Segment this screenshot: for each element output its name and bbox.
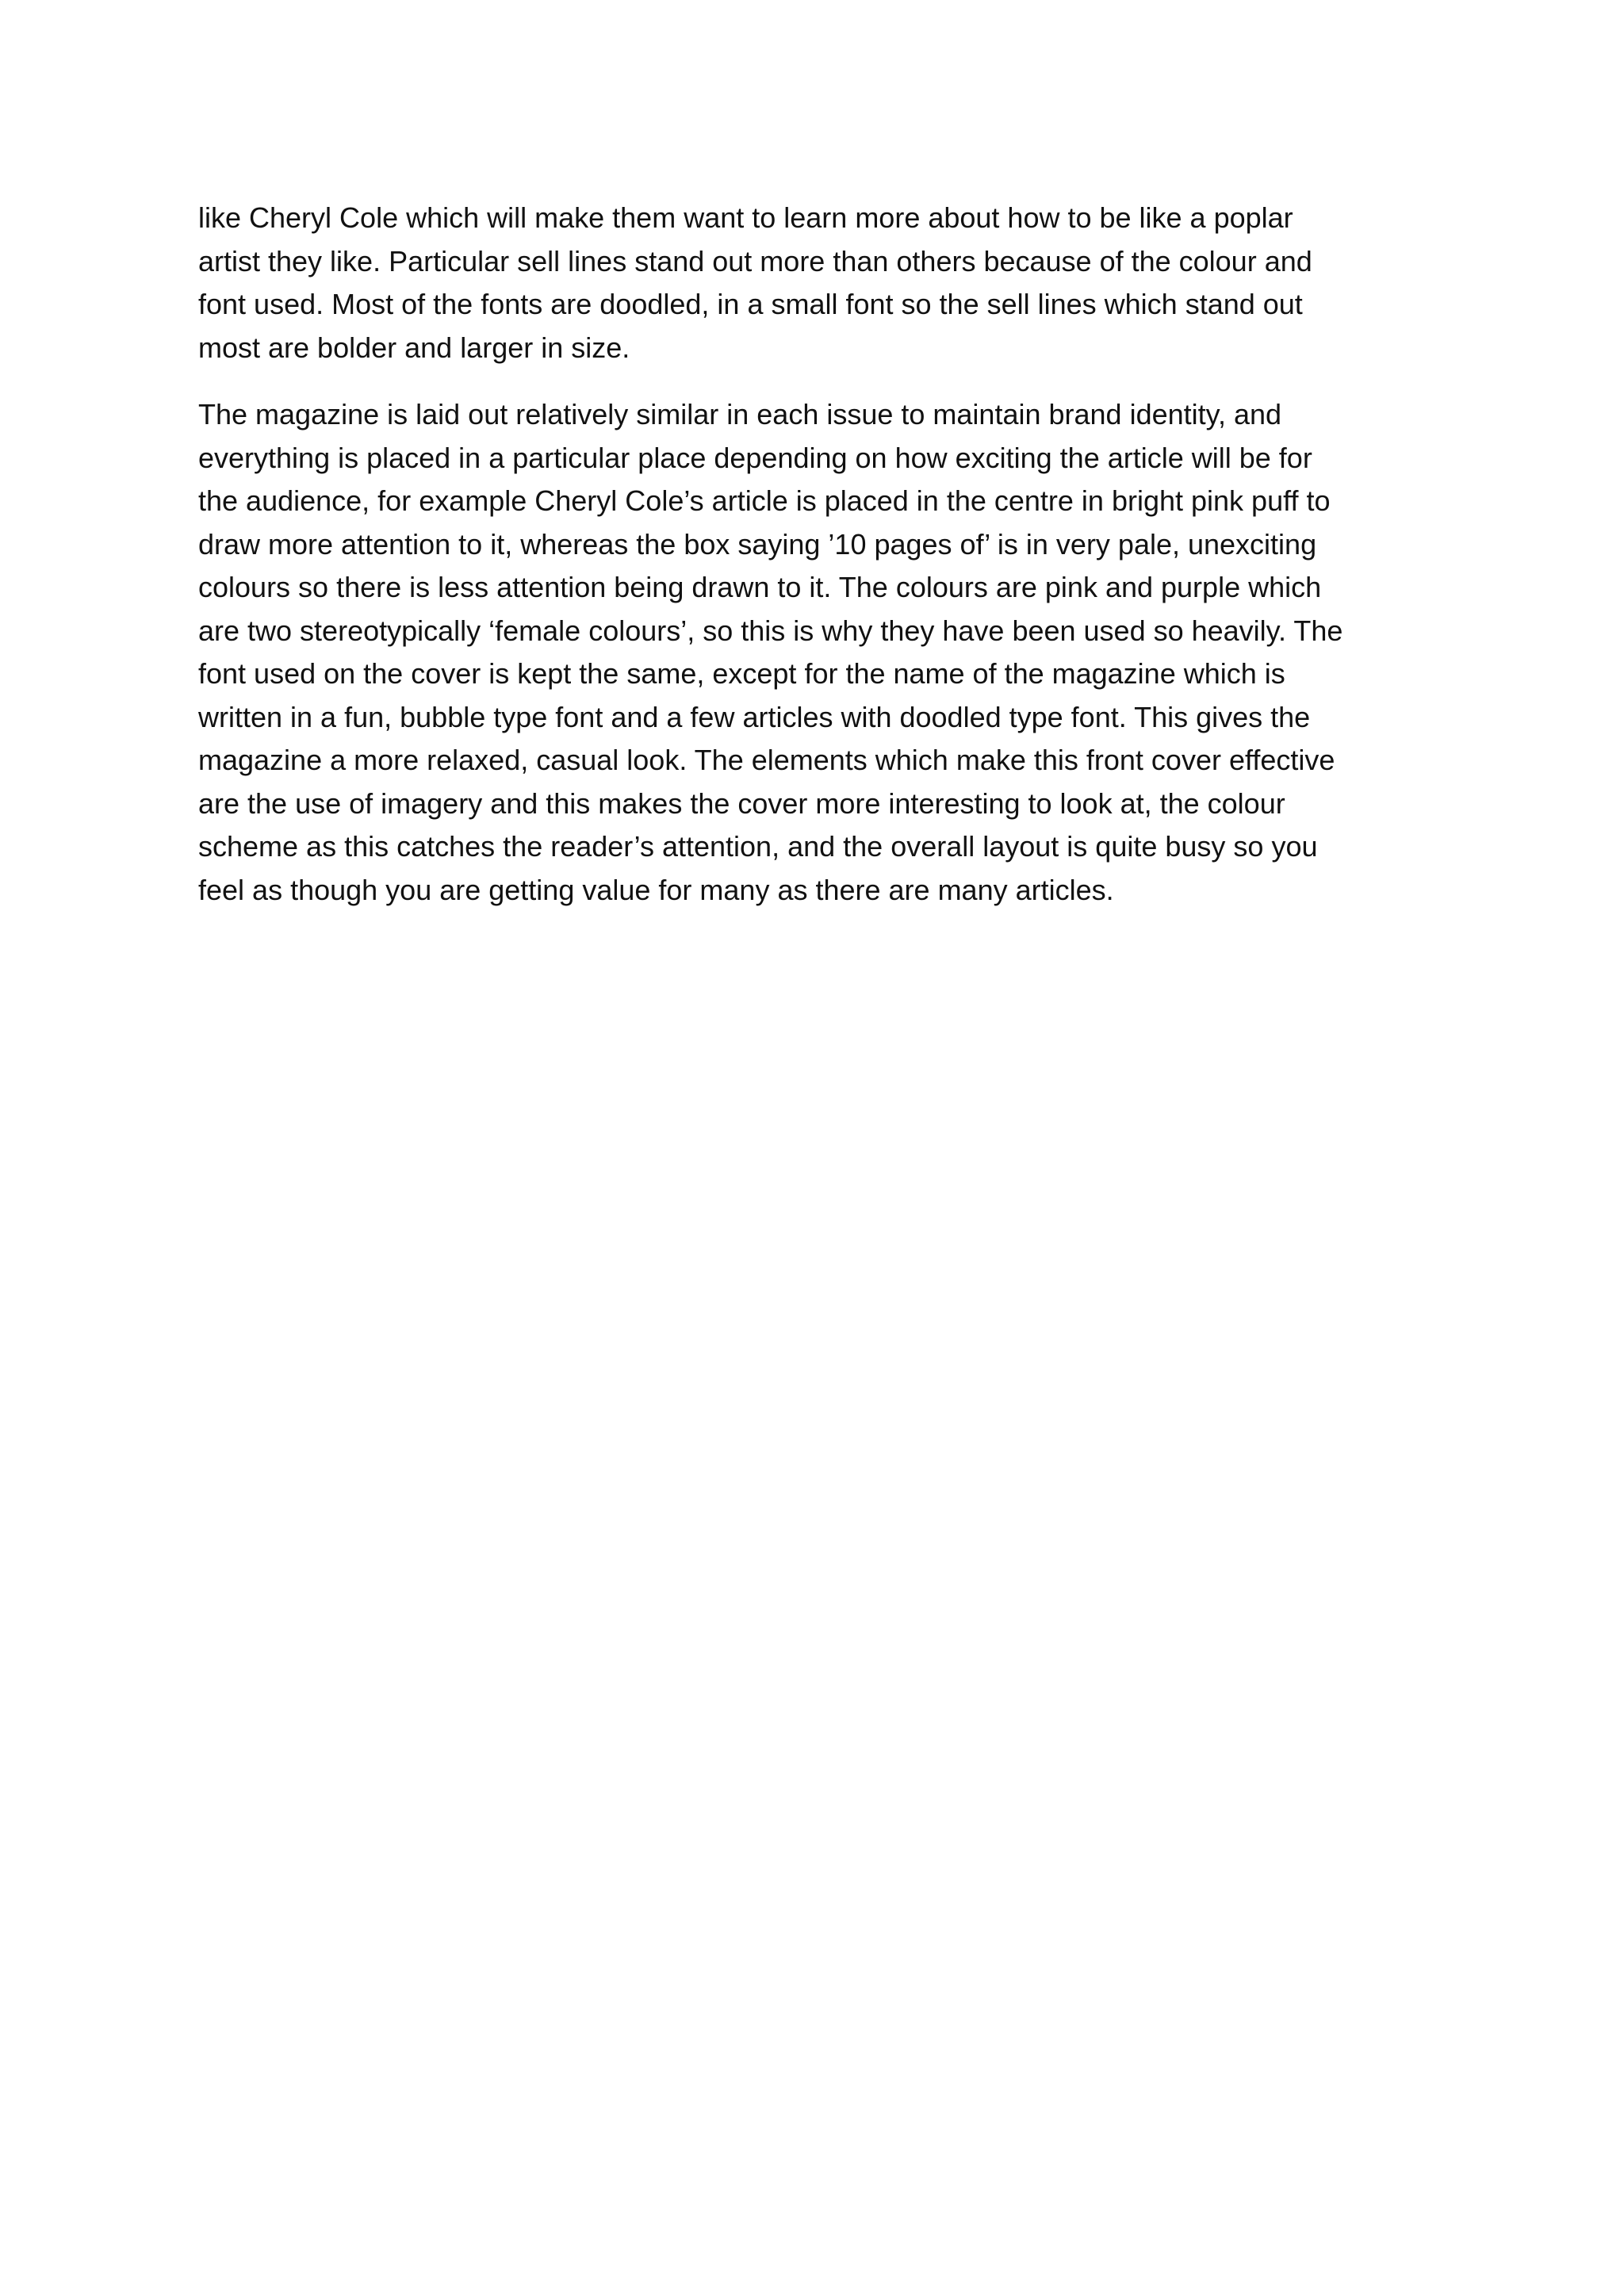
text-line: like Cheryl Cole which will make them want to learn more about how to be like a poplar bbox=[198, 201, 1293, 234]
text-line: the audience, for example Cheryl Cole’s article is placed in the centre in bright pink puff to bbox=[198, 484, 1331, 517]
text-line: are two stereotypically ‘female colours’, so this is why they have been used so heavily. The bbox=[198, 614, 1343, 647]
text-line: font used. Most of the fonts are doodled, in a small font so the sell lines which stand out bbox=[198, 288, 1303, 320]
text-line: font used on the cover is kept the same, except for the name of the magazine which is bbox=[198, 657, 1285, 690]
text-line: feel as though you are getting value for many as there are many articles. bbox=[198, 873, 1114, 906]
text-line: artist they like. Particular sell lines stand out more than others because of the colour and bbox=[198, 244, 1312, 277]
text-line: everything is placed in a particular place depending on how exciting the article will be for bbox=[198, 441, 1312, 474]
text-line: colours so there is less attention being drawn to it. The colours are pink and purple which bbox=[198, 571, 1322, 603]
paragraph-1 bbox=[198, 197, 1435, 369]
text-line: written in a fun, bubble type font and a few articles with doodled type font. This gives the bbox=[198, 700, 1311, 733]
text-line: are the use of imagery and this makes the cover more interesting to look at, the colour bbox=[198, 786, 1285, 820]
text-line: scheme as this catches the reader’s attention, and the overall layout is quite busy so you bbox=[198, 830, 1318, 863]
text-line: The magazine is laid out relatively similar in each issue to maintain brand identity, and bbox=[198, 398, 1282, 430]
text-line: most are bolder and larger in size. bbox=[198, 331, 630, 364]
text-line: magazine a more relaxed, casual look. The elements which make this front cover effective bbox=[198, 744, 1335, 776]
body-text bbox=[198, 197, 1435, 906]
paragraph-2 bbox=[198, 393, 1342, 912]
text-line: draw more attention to it, whereas the box saying ’10 pages of’ is in very pale, unexciting bbox=[198, 527, 1317, 561]
